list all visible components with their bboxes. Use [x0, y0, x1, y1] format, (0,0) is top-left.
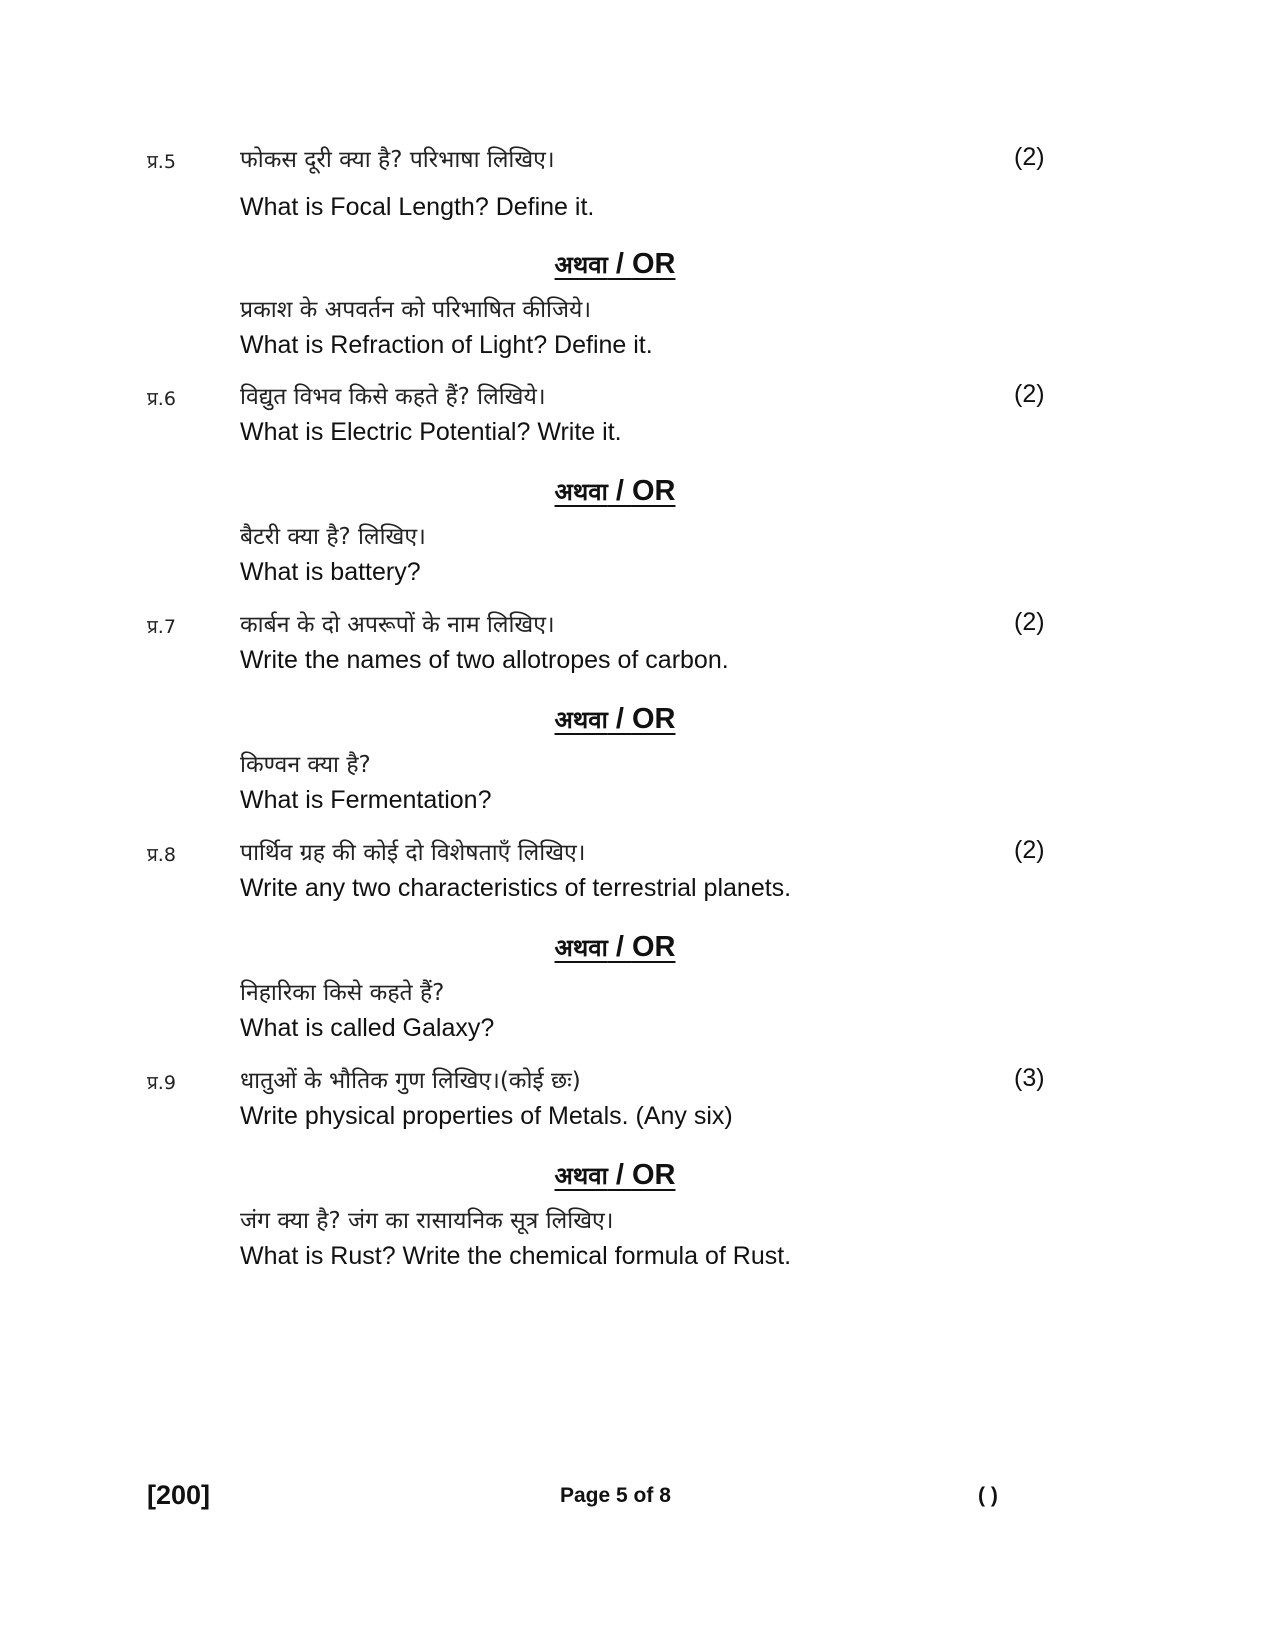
- question-text-english: What is Focal Length? Define it.: [240, 193, 595, 221]
- footer-right-mark: ( ): [978, 1484, 998, 1507]
- question-marks: (3): [1014, 1064, 1045, 1092]
- question-text-hindi: धातुओं के भौतिक गुण लिखिए।(कोई छः): [240, 1068, 581, 1094]
- alt-question-text-hindi: जंग क्या है? जंग का रासायनिक सूत्र लिखिए।: [240, 1208, 614, 1234]
- alt-question-text-english: What is Fermentation?: [240, 786, 492, 814]
- question-text-hindi: फोकस दूरी क्या है? परिभाषा लिखिए।: [240, 147, 555, 173]
- or-separator: अथवा / OR: [554, 703, 676, 735]
- page-number: Page 5 of 8: [560, 1484, 671, 1507]
- question-marks: (2): [1014, 143, 1045, 171]
- question-number: प्र.8: [147, 844, 176, 866]
- question-text-hindi: पार्थिव ग्रह की कोई दो विशेषताएँ लिखिए।: [240, 840, 586, 866]
- question-number: प्र.7: [147, 616, 176, 638]
- question-marks: (2): [1014, 380, 1045, 408]
- alt-question-text-hindi: प्रकाश के अपवर्तन को परिभाषित कीजिये।: [240, 297, 592, 323]
- or-separator: अथवा / OR: [554, 475, 676, 507]
- or-separator: अथवा / OR: [554, 931, 676, 963]
- question-text-english: What is Electric Potential? Write it.: [240, 418, 622, 446]
- alt-question-text-english: What is Rust? Write the chemical formula of Rust.: [240, 1242, 792, 1270]
- or-separator: अथवा / OR: [554, 248, 676, 280]
- question-number: प्र.5: [147, 151, 176, 173]
- question-text-english: Write any two characteristics of terrestrial planets.: [240, 874, 792, 902]
- or-separator: अथवा / OR: [554, 1159, 676, 1191]
- question-text-english: Write physical properties of Metals. (Any six): [240, 1102, 733, 1130]
- alt-question-text-hindi: बैटरी क्या है? लिखिए।: [240, 524, 426, 550]
- question-marks: (2): [1014, 608, 1045, 636]
- alt-question-text-english: What is Refraction of Light? Define it.: [240, 331, 653, 359]
- alt-question-text-english: What is battery?: [240, 558, 421, 586]
- alt-question-text-english: What is called Galaxy?: [240, 1014, 495, 1042]
- question-number: प्र.6: [147, 388, 176, 410]
- question-number: प्र.9: [147, 1072, 176, 1094]
- alt-question-text-hindi: किण्वन क्या है?: [240, 752, 371, 778]
- question-text-hindi: विद्युत विभव किसे कहते हैं? लिखिये।: [240, 384, 546, 410]
- question-text-hindi: कार्बन के दो अपरूपों के नाम लिखिए।: [240, 612, 555, 638]
- paper-code: [200]: [147, 1480, 211, 1510]
- question-marks: (2): [1014, 836, 1045, 864]
- alt-question-text-hindi: निहारिका किसे कहते हैं?: [240, 980, 445, 1006]
- question-text-english: Write the names of two allotropes of carbon.: [240, 646, 729, 674]
